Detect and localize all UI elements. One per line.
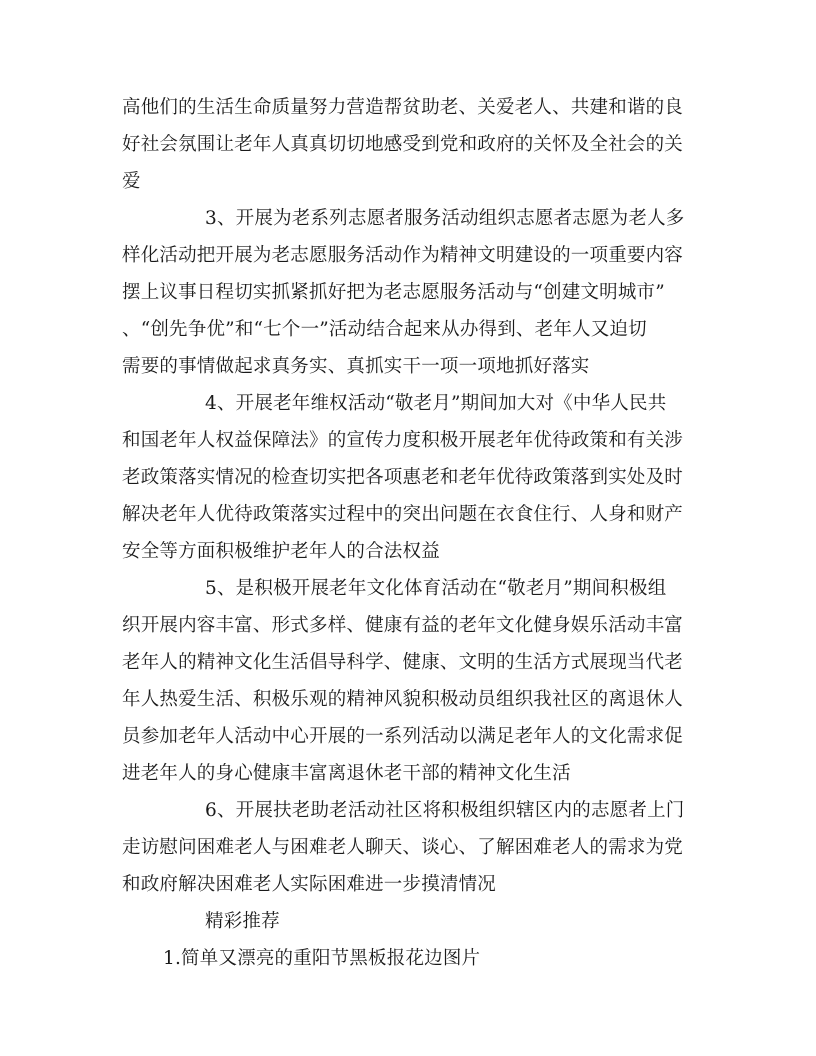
paragraph-line: 解决老年人优待政策落实过程中的突出问题在衣食住行、人身和财产 xyxy=(122,504,684,525)
paragraph-line: 需要的事情做起求真务实、真抓实干一项一项地抓好落实 xyxy=(122,356,590,377)
paragraph-line: 年人热爱生活、积极乐观的精神风貌积极动员组织我社区的离退休人 xyxy=(122,689,684,710)
paragraph-line: 老年人的精神文化生活倡导科学、健康、文明的生活方式展现当代老 xyxy=(122,652,684,673)
paragraph-line: 5、是积极开展老年文化体育活动在“敬老月”期间积极组 xyxy=(205,578,667,599)
paragraph-line: 3、开展为老系列志愿者服务活动组织志愿者志愿为老人多 xyxy=(205,208,685,229)
paragraph-line: 4、开展老年维权活动“敬老月”期间加大对《中华人民共 xyxy=(205,393,667,414)
paragraph-line: 好社会氛围让老年人真真切切地感受到党和政府的关怀及全社会的关 xyxy=(122,134,684,155)
paragraph-line: 摆上议事日程切实抓紧抓好把为老志愿服务活动与“创建文明城市” xyxy=(122,282,665,303)
paragraph-line: 织开展内容丰富、形式多样、健康有益的老年文化健身娱乐活动丰富 xyxy=(122,615,684,636)
paragraph-line: 进老年人的身心健康丰富离退休老干部的精神文化生活 xyxy=(122,763,571,784)
paragraph-line: 员参加老年人活动中心开展的一系列活动以满足老年人的文化需求促 xyxy=(122,726,684,747)
paragraph-line: 爱 xyxy=(122,171,141,192)
paragraph-line: 老政策落实情况的检查切实把各项惠老和老年优待政策落到实处及时 xyxy=(122,467,684,488)
paragraph-line: 和国老年人权益保障法》的宣传力度积极开展老年优待政策和有关涉 xyxy=(122,430,684,451)
recommendation-link[interactable]: 1.简单又漂亮的重阳节黑板报花边图片 xyxy=(163,948,481,969)
paragraph-line: 走访慰问困难老人与困难老人聊天、谈心、了解困难老人的需求为党 xyxy=(122,837,684,858)
paragraph-line: 6、开展扶老助老活动社区将积极组织辖区内的志愿者上门 xyxy=(205,800,685,821)
paragraph-line: 、“创先争优”和“七个一”活动结合起来从办得到、老年人又迫切 xyxy=(122,319,647,340)
paragraph-line: 样化活动把开展为老志愿服务活动作为精神文明建设的一项重要内容 xyxy=(122,245,684,266)
paragraph-line: 高他们的生活生命质量努力营造帮贫助老、关爱老人、共建和谐的良 xyxy=(122,97,684,118)
paragraph-line: 和政府解决困难老人实际困难进一步摸清情况 xyxy=(122,874,497,895)
recommendations-heading: 精彩推荐 xyxy=(205,911,280,932)
paragraph-line: 安全等方面积极维护老年人的合法权益 xyxy=(122,541,440,562)
